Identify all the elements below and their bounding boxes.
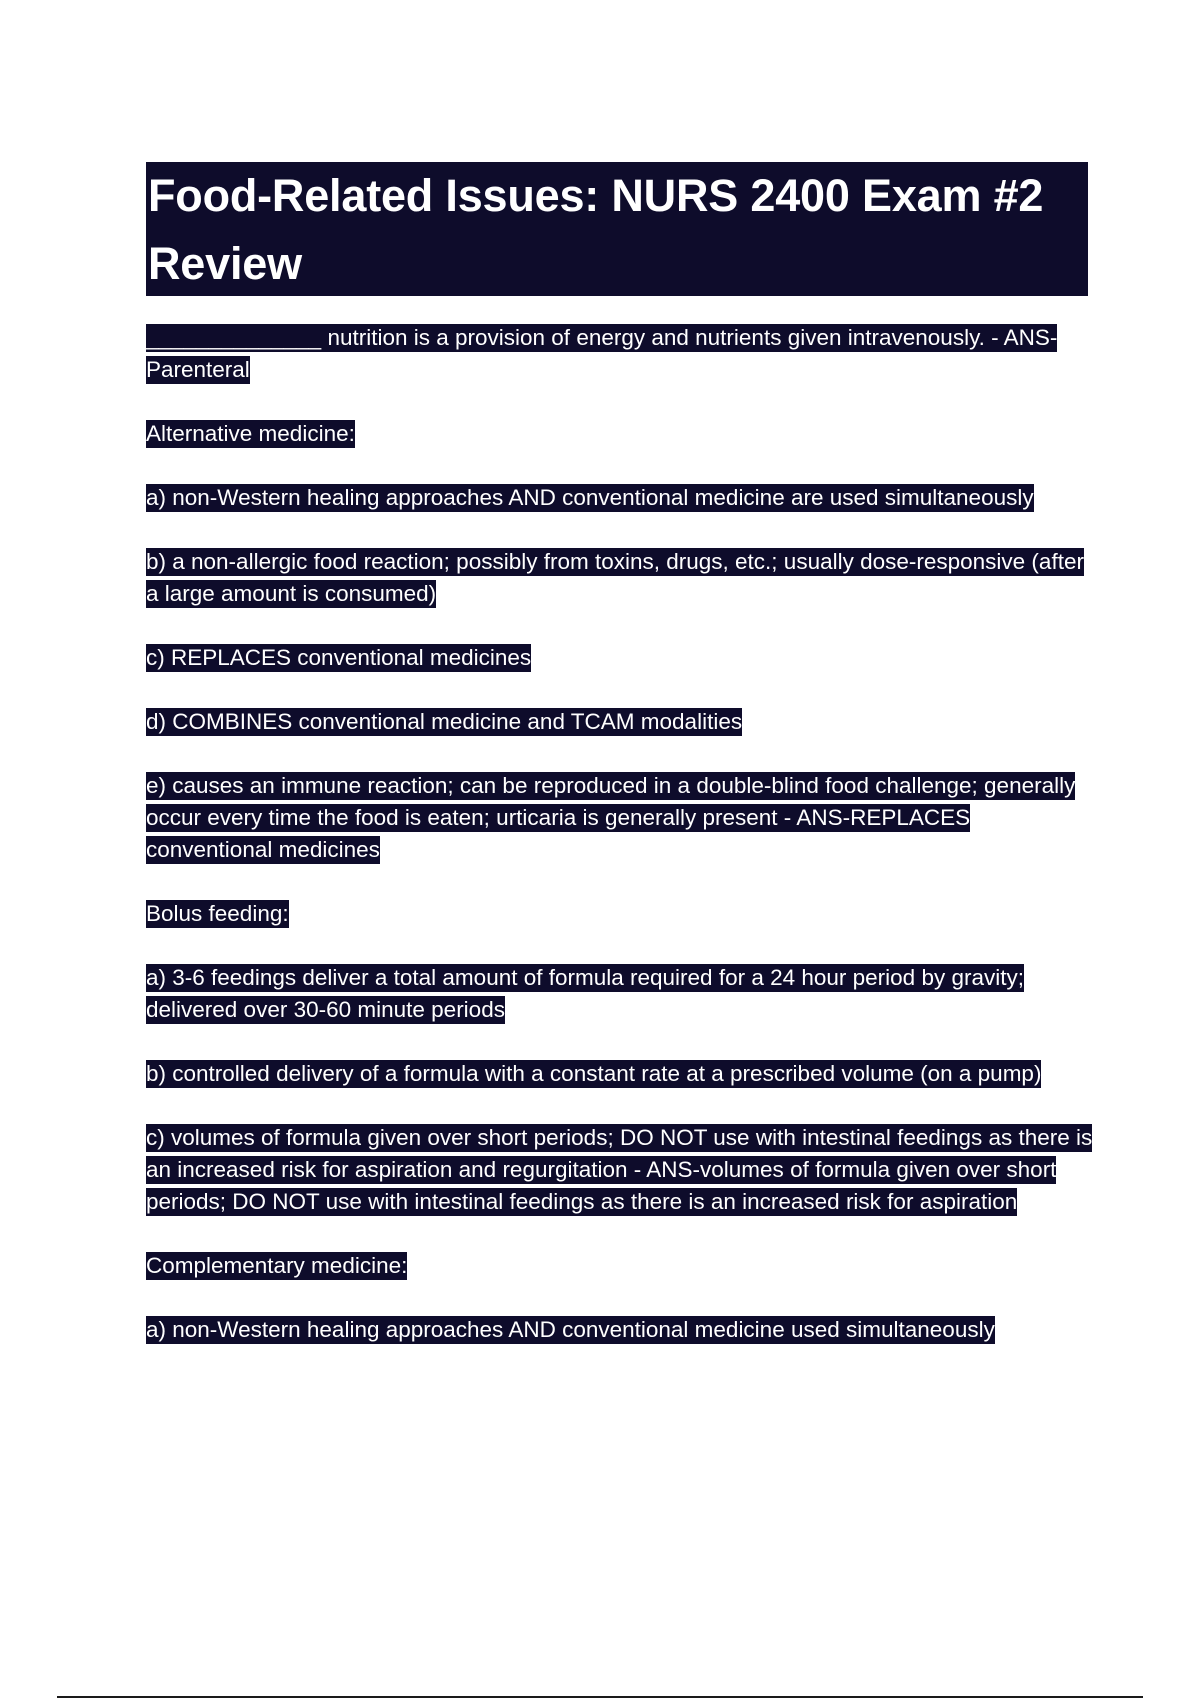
paragraph-text: c) volumes of formula given over short periods; DO NOT use with intestinal feedings as there is an increased risk for aspiration and regurgitation - ANS-volumes of formula given over short periods; DO NOT use with intestinal feedings as there is an increased risk for aspiration <box>146 1125 1093 1214</box>
footer-divider <box>57 1696 1143 1698</box>
page-title: Food-Related Issues: NURS 2400 Exam #2 Review <box>148 170 1044 289</box>
option-b <box>146 546 1096 610</box>
question-alternative-medicine <box>146 418 1096 450</box>
document-body <box>146 322 1096 1378</box>
paragraph-text: e) causes an immune reaction; can be reproduced in a double-blind food challenge; generally occur every time the food is eaten; urticaria is generally present - ANS-REPLACES conventional medicines <box>146 773 1076 862</box>
question-parenteral <box>146 322 1096 386</box>
option-a <box>146 962 1096 1026</box>
paragraph-text: a) non-Western healing approaches AND conventional medicine used simultaneously <box>146 1317 995 1342</box>
paragraph-text: Bolus feeding: <box>146 901 289 926</box>
paragraph-text: Complementary medicine: <box>146 1253 408 1278</box>
paragraph-text: b) a non-allergic food reaction; possibly from toxins, drugs, etc.; usually dose-responsive (after a large amount is consumed) <box>146 549 1084 606</box>
option-e-with-answer <box>146 770 1096 866</box>
paragraph-text: c) REPLACES conventional medicines <box>146 645 532 670</box>
option-c-with-answer <box>146 1122 1096 1218</box>
paragraph-text: d) COMBINES conventional medicine and TCAM modalities <box>146 709 743 734</box>
paragraph-text: b) controlled delivery of a formula with a constant rate at a prescribed volume (on a pump) <box>146 1061 1042 1086</box>
option-b <box>146 1058 1096 1090</box>
option-c <box>146 642 1096 674</box>
option-d <box>146 706 1096 738</box>
paragraph-text: ______________ nutrition is a provision of energy and nutrients given intravenously. - ANS-Parenteral <box>146 325 1058 382</box>
paragraph-text: Alternative medicine: <box>146 421 355 446</box>
paragraph-text: a) 3-6 feedings deliver a total amount of formula required for a 24 hour period by gravity; delivered over 30-60 minute periods <box>146 965 1024 1022</box>
title-banner <box>146 162 1088 296</box>
option-a <box>146 1314 1096 1346</box>
paragraph-text: a) non-Western healing approaches AND conventional medicine are used simultaneously <box>146 485 1034 510</box>
option-a <box>146 482 1096 514</box>
question-bolus-feeding <box>146 898 1096 930</box>
question-complementary-medicine <box>146 1250 1096 1282</box>
